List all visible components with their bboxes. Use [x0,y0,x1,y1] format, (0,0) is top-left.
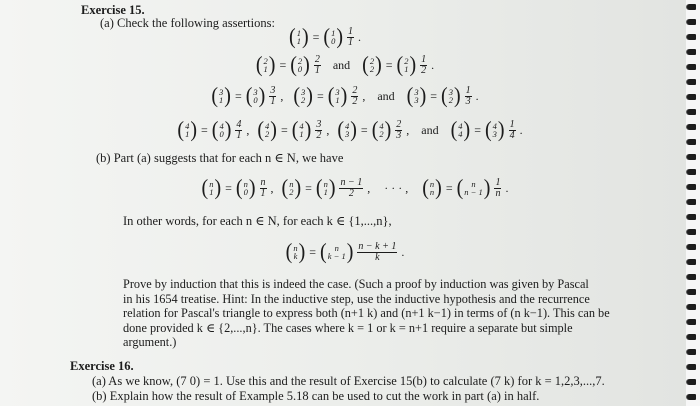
binding-ring [687,139,696,145]
assertion-row-1: ( 1 1 ) = ( 1 0 ) $\frac{1}{1}$ . [289,24,361,50]
and-word: and [377,88,395,103]
binding-ring [687,169,696,175]
binding-ring [687,79,696,85]
binding-ring [687,19,696,25]
binding-ring [687,229,696,235]
exercise-15a-text: (a) Check the following assertions: [100,16,275,30]
binding-ring [687,334,696,340]
binding-ring [687,154,696,160]
and-word: and [421,122,439,137]
binding-ring [687,64,696,70]
binding-ring [687,94,696,100]
assertion-row-2: ( 2 1 ) = ( 2 0 ) $\frac{2}{1}$ and ( 2 2 ) = ( 2 1 ) $\frac{1}{2}$ . [255,52,435,78]
spiral-binding [686,0,700,406]
binding-ring [687,364,696,370]
general-formula-row: ( n 1 ) = ( n 0 ) $\frac{n}{1}$ , ( n 2 ) = ( n 1 ) $\frac{n - 1}{2}$ , · · · , ( n n ) = ( n n − 1 ) $\frac{1}{n}$ . [201,175,509,201]
para-line: argument.) [123,335,177,350]
and-word: and [332,57,351,72]
binding-ring [687,109,696,115]
binding-ring [687,4,696,10]
para-line: done provided k ∈ {2,...,n}. The cases where k = 1 or k = n+1 require a separate but simple [123,320,573,335]
para-line: Prove by induction that this is indeed the case. (Such a proof by induction was given by Pascal [123,277,589,291]
assertion-row-3: ( 3 1 ) = ( 3 0 ) $\frac{3}{1}$ , ( 3 2 ) = ( 3 1 ) $\frac{2}{2}$ , and ( 3 3 ) = ( 3 2 ) $\frac{1}{3}$ . [211,83,479,109]
assertion-row-4: ( 4 1 ) = ( 4 0 ) $\frac{4}{1}$ , ( 4 2 ) = ( 4 1 ) $\frac{3}{2}$ , ( 4 3 ) = ( 4 2 ) $\frac{2}{3}$ , and ( 4 4 ) = ( 4 3 ) $\frac{1}{4}$ . [177,117,523,143]
binding-ring [687,289,696,295]
binding-ring [687,304,696,310]
exercise-15-title: Exercise 15. [81,3,145,17]
binding-ring [687,379,696,385]
ellipsis: · · · , [384,180,409,195]
binding-ring [687,49,696,55]
binding-ring [687,124,696,130]
binding-ring [687,319,696,325]
proof-paragraph [123,277,633,350]
exercise-16a-text: (a) As we know, (7 0) = 1. Use this and the result of Exercise 15(b) to calculate (7 k) for k = 1,2,3,...,7. [92,374,605,388]
para-line: relation for Pascal's triangle to express both (n+1 k) and (n+1 k−1) in terms of (n k−1). This can be [123,306,610,321]
binding-ring [687,274,696,280]
k-formula: ( n k ) = ( n k − 1 ) $\frac{n - k + 1}{k}$ . [285,239,405,265]
para-line: in his 1654 treatise. Hint: In the inductive step, use the inductive hypothesis and the recurrence [123,291,590,306]
binding-ring [687,349,696,355]
binding-ring [687,394,696,400]
other-words-text: In other words, for each n ∈ N, for each k ∈ {1,...,n}, [123,214,392,228]
binding-ring [687,214,696,220]
binding-ring [687,259,696,265]
exercise-16b-text: (b) Explain how the result of Example 5.18 can be used to cut the work in part (a) in half. [92,389,540,403]
binding-ring [687,34,696,40]
exercise-16-title: Exercise 16. [70,359,134,373]
exercise-15b-text: (b) Part (a) suggests that for each n ∈ N, we have [96,151,344,165]
binding-ring [687,184,696,190]
binding-ring [687,244,696,250]
binding-ring [687,199,696,205]
